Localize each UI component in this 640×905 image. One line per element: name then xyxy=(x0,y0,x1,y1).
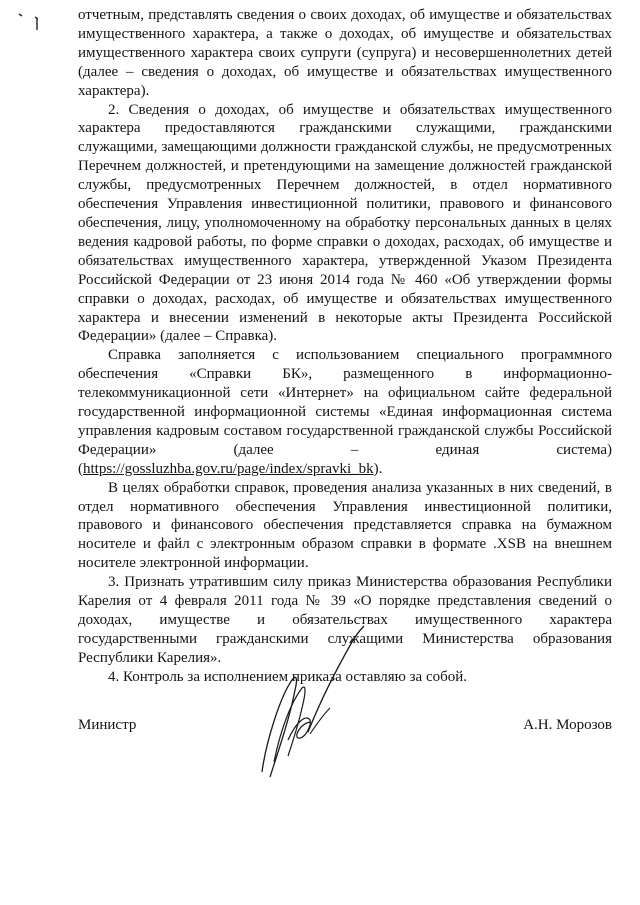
paragraph-spravka-software xyxy=(78,346,612,478)
paragraph-2-submission: 2. Сведения о доходах, об имуществе и обязательствах имущественного характера предоставляются гражданскими служащими, гражданскими служащими, замещающими должности гражданской службы, не предусмотренных Перечнем должностей, и претендующими на замещение должностей гражданской службы, предусмотренных Перечнем должностей, в отдел нормативного обеспечения Управления инвестиционной политики, правового и финансового обеспечения, лицу, уполномоченному на обработку персональных данных в целях ведения кадровой работы, по форме справки о доходах, расходах, об имуществе и обязательствах имущественного характера, утвержденной Указом Президента Российской Федерации от 23 июня 2014 года № 460 «Об утверждении формы справки о доходах, расходах, об имуществе и обязательствах имущественного характера и внесении изменений в некоторые акты Президента Российской Федерации» (далее – Справка). xyxy=(78,101,612,345)
signer-title: Министр xyxy=(78,717,137,733)
handwritten-signature xyxy=(240,622,380,792)
document-body xyxy=(78,6,612,687)
spravka-text-end: ). xyxy=(373,460,383,477)
gossluzhba-link[interactable]: https://gossluzhba.gov.ru/page/index/spravki_bk xyxy=(83,460,374,477)
spravka-text: Справка заполняется с использованием специального программного обеспечения «Справки БК», размещенного в информационно-телекоммуникационной сети «Интернет» на официальном сайте федеральной государственной информационной системы «Единая информационная система управления кадровым составом государственной гражданской службы Российской Федерации» (далее – единая система) ( xyxy=(78,347,612,477)
paragraph-4-control: 4. Контроль за исполнением приказа оставляю за собой. xyxy=(108,668,468,685)
paragraph-processing: В целях обработки справок, проведения анализа указанных в них сведений, в отдел нормативного обеспечения Управления инвестиционной политики, правового и финансового обеспечения представляется справка на бумажном носителе и файл с электронным образом справки в формате .XSB на внешнем носителе электронной информации. xyxy=(78,479,612,572)
paragraph-3-repeal: 3. Признать утратившим силу приказ Министерства образования Республики Карелия от 4 февраля 2011 года № 39 «О порядке представления сведений о доходах, имуществе и обязательствах имущественного характера государственными гражданскими служащими Министерства образования Республики Карелия». xyxy=(78,574,612,666)
signer-name: А.Н. Морозов xyxy=(523,717,612,733)
paragraph-income-reporting: отчетным, представлять сведения о своих доходах, об имуществе и обязательствах имущественного характера, а также о доходах, об имуществе и обязательствах имущественного характера своих супруги (супруга) и несовершеннолетних детей (далее – сведения о доходах, об имуществе и обязательствах имущественного характера). xyxy=(78,7,612,99)
scan-mark-icon xyxy=(8,4,38,34)
